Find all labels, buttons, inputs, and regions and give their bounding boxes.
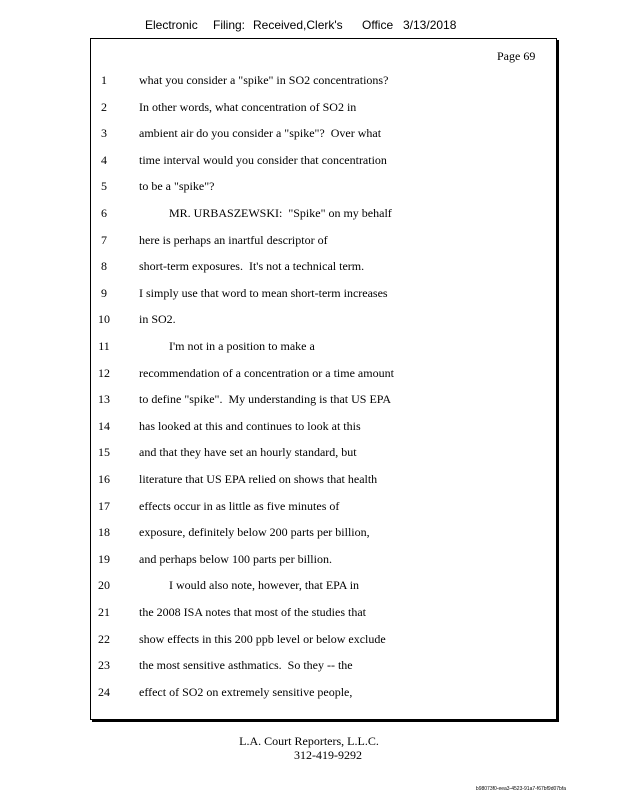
- line-text: to be a "spike"?: [139, 179, 215, 194]
- line-number: 15: [98, 445, 110, 460]
- document-id: b98073f0-eea3-4523-91a7-f67bf9d07bfa: [475, 786, 566, 792]
- line-text: ambient air do you consider a "spike"? Over what: [139, 126, 382, 141]
- line-number: 8: [101, 259, 107, 274]
- line-text: literature that US EPA relied on shows that health: [139, 472, 378, 486]
- transcript-line: [0, 366, 618, 392]
- line-text: time interval would you consider that concentration: [139, 152, 387, 167]
- line-text: effects occur in as little as five minutes of: [139, 498, 340, 513]
- transcript-line: [0, 100, 618, 126]
- footer: [0, 734, 618, 762]
- transcript-line: [0, 552, 618, 578]
- transcript-line: [0, 286, 618, 312]
- transcript-line: [0, 312, 618, 338]
- line-text: In other words, what concentration of SO2 in: [139, 99, 357, 114]
- line-number: 18: [98, 525, 110, 540]
- line-number: 1: [101, 73, 107, 87]
- line-text: short-term exposures. It's not a technical term.: [139, 259, 365, 274]
- line-number: 21: [98, 605, 110, 619]
- transcript-line: [0, 179, 618, 205]
- line-number: 4: [101, 152, 107, 167]
- line-text: MR. URBASZEWSKI: "Spike" on my behalf: [139, 206, 392, 220]
- transcript-line: [0, 605, 618, 631]
- line-number: 7: [101, 232, 107, 247]
- line-text: here is perhaps an inartful descriptor of: [139, 232, 328, 247]
- line-text: show effects in this 200 ppb level or below exclude: [139, 631, 386, 646]
- line-number: 12: [98, 365, 110, 380]
- transcript-line: [0, 445, 618, 471]
- line-number: 2: [101, 99, 107, 114]
- transcript-line: [0, 419, 618, 445]
- line-text: to define "spike". My understanding is that US EPA: [139, 392, 392, 407]
- footer-company: L.A. Court Reporters, L.L.C.: [239, 734, 379, 748]
- transcript-line: [0, 499, 618, 525]
- line-number: 9: [101, 285, 107, 300]
- line-text: has looked at this and continues to look at this: [139, 418, 361, 433]
- line-number: 3: [101, 126, 107, 141]
- line-number: 22: [98, 631, 110, 646]
- line-number: 23: [98, 658, 110, 673]
- transcript-line: [0, 73, 618, 99]
- transcript-line: [0, 685, 618, 711]
- transcript-line: [0, 578, 618, 604]
- transcript-line: [0, 126, 618, 152]
- line-number: 5: [101, 179, 107, 194]
- transcript-line: [0, 233, 618, 259]
- line-text: the most sensitive asthmatics. So they -- the: [139, 658, 353, 673]
- line-text: and that they have set an hourly standard, but: [139, 445, 357, 460]
- line-text: effect of SO2 on extremely sensitive people,: [139, 684, 353, 699]
- line-text: what you consider a "spike" in SO2 concentrations?: [139, 73, 389, 87]
- header-office: Office: [362, 18, 394, 32]
- line-number: 11: [98, 339, 110, 353]
- transcript-line: [0, 339, 618, 365]
- line-text: I'm not in a position to make a: [139, 339, 315, 353]
- line-number: 13: [98, 392, 110, 407]
- line-text: exposure, definitely below 200 parts per billion,: [139, 525, 370, 540]
- transcript-line: [0, 206, 618, 232]
- transcript-line: [0, 632, 618, 658]
- line-text: and perhaps below 100 parts per billion.: [139, 551, 332, 566]
- transcript-line: [0, 259, 618, 285]
- header-electronic: Electronic: [145, 18, 198, 32]
- line-number: 20: [98, 578, 110, 593]
- transcript-line: [0, 658, 618, 684]
- header-received: Received,Clerk's: [253, 18, 343, 32]
- header-filing: Filing:: [213, 18, 246, 32]
- footer-phone: 312-419-9292: [294, 748, 362, 762]
- line-text: I simply use that word to mean short-term increases: [139, 285, 388, 300]
- transcript-line: [0, 525, 618, 551]
- transcript-line: [0, 472, 618, 498]
- transcript-line: [0, 392, 618, 418]
- line-number: 17: [98, 498, 110, 513]
- header-date: 3/13/2018: [403, 18, 457, 32]
- page-number: Page 69: [497, 49, 536, 63]
- line-number: 16: [98, 472, 110, 486]
- line-text: the 2008 ISA notes that most of the studies that: [139, 605, 366, 619]
- transcript-line: [0, 153, 618, 179]
- line-number: 10: [98, 312, 110, 327]
- line-number: 24: [98, 684, 110, 699]
- line-number: 14: [98, 418, 110, 433]
- line-text: in SO2.: [139, 312, 176, 327]
- line-text: I would also note, however, that EPA in: [139, 578, 360, 593]
- line-number: 6: [101, 206, 107, 220]
- line-text: recommendation of a concentration or a time amount: [139, 365, 394, 380]
- line-number: 19: [98, 551, 110, 566]
